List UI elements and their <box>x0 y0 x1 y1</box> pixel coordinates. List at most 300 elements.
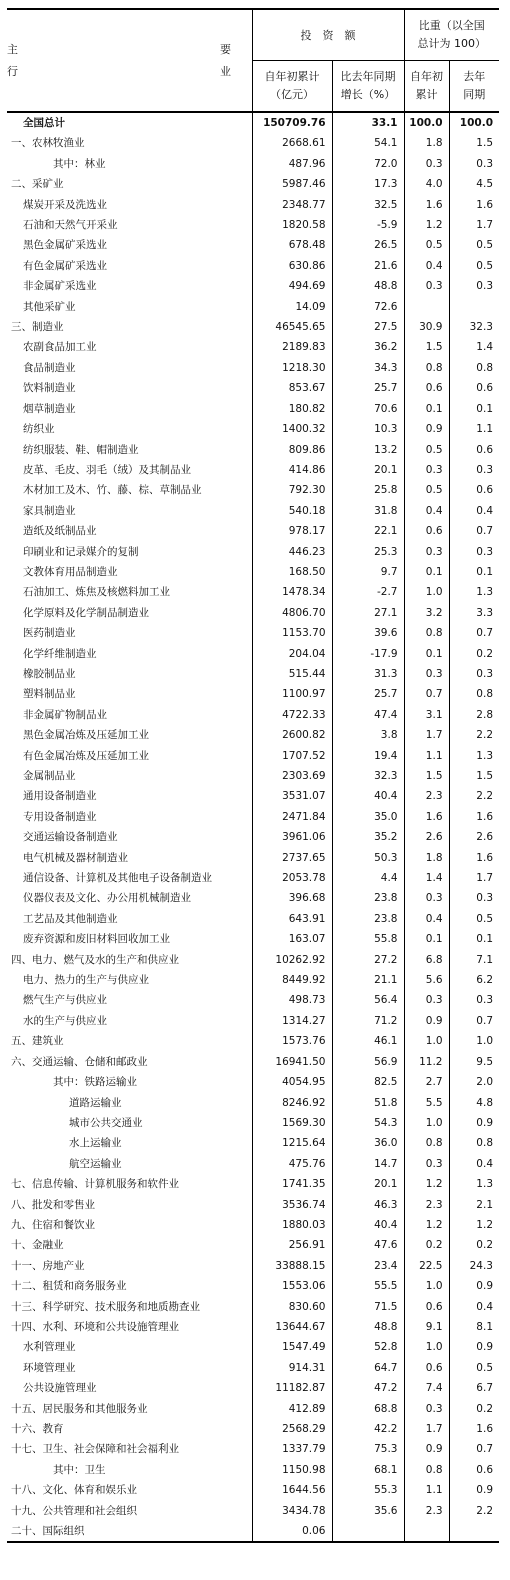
growth-cell: 31.8 <box>332 501 404 521</box>
share-previous-cell: 0.5 <box>449 1358 499 1378</box>
industry-cell: 十一、房地产业 <box>11 1259 85 1272</box>
share-previous-cell: 32.3 <box>449 317 499 337</box>
table-row <box>7 1052 499 1072</box>
table-row <box>7 1378 499 1398</box>
stub-line-2: 行 业 <box>7 64 291 78</box>
industry-cell: 黑色金属冶炼及压延加工业 <box>23 729 149 742</box>
share-previous-cell: 0.2 <box>449 1235 499 1255</box>
cumulative-cell: 1569.30 <box>252 1113 332 1133</box>
share-cumulative-cell: 0.9 <box>404 419 449 439</box>
growth-cell: 46.1 <box>332 1031 404 1051</box>
growth-cell: -5.9 <box>332 215 404 235</box>
share-cumulative-cell <box>404 1521 449 1542</box>
growth-cell: 35.6 <box>332 1501 404 1521</box>
growth-cell: 36.2 <box>332 337 404 357</box>
share-cumulative-cell: 0.4 <box>404 256 449 276</box>
industry-cell: 塑料制品业 <box>23 688 76 701</box>
industry-cell: 二、采矿业 <box>11 178 64 191</box>
share-previous-cell: 1.6 <box>449 195 499 215</box>
growth-cell: 20.1 <box>332 460 404 480</box>
industry-cell: 有色金属矿采选业 <box>23 259 107 272</box>
share-cumulative-cell: 0.3 <box>404 664 449 684</box>
share-cumulative-cell: 0.4 <box>404 909 449 929</box>
share-previous-cell: 0.9 <box>449 1276 499 1296</box>
industry-cell: 六、交通运输、仓储和邮政业 <box>11 1055 148 1068</box>
table-row <box>7 1337 499 1357</box>
table-row <box>7 133 499 153</box>
growth-cell: 35.2 <box>332 827 404 847</box>
growth-cell: 56.9 <box>332 1052 404 1072</box>
cumulative-cell: 1547.49 <box>252 1337 332 1357</box>
cumulative-cell: 475.76 <box>252 1154 332 1174</box>
table-row <box>7 1215 499 1235</box>
share-cumulative-cell: 0.9 <box>404 1011 449 1031</box>
table-row <box>7 1174 499 1194</box>
industry-cell: 橡胶制品业 <box>23 667 76 680</box>
growth-cell: 64.7 <box>332 1358 404 1378</box>
table-row <box>7 827 499 847</box>
share-cumulative-cell: 4.0 <box>404 174 449 194</box>
share-cumulative-cell: 1.4 <box>404 868 449 888</box>
stub-line-1: 主 要 <box>7 42 291 56</box>
share-previous-cell: 4.5 <box>449 174 499 194</box>
industry-cell: 工艺品及其他制造业 <box>23 912 118 925</box>
share-previous-cell: 2.2 <box>449 725 499 745</box>
growth-cell: 56.4 <box>332 990 404 1010</box>
cumulative-cell: 2303.69 <box>252 766 332 786</box>
table-row <box>7 868 499 888</box>
cumulative-cell: 540.18 <box>252 501 332 521</box>
share-previous-cell: 2.2 <box>449 786 499 806</box>
growth-cell: 27.1 <box>332 603 404 623</box>
table-row <box>7 1154 499 1174</box>
cumulative-cell: 853.67 <box>252 378 332 398</box>
growth-cell: 13.2 <box>332 440 404 460</box>
table-row <box>7 1480 499 1500</box>
table-row <box>7 174 499 194</box>
table-row <box>7 1093 499 1113</box>
cumulative-cell: 678.48 <box>252 235 332 255</box>
share-previous-cell: 2.0 <box>449 1072 499 1092</box>
share-cumulative-cell: 1.1 <box>404 746 449 766</box>
growth-cell: 68.8 <box>332 1399 404 1419</box>
growth-cell: 42.2 <box>332 1419 404 1439</box>
industry-cell: 纺织业 <box>23 423 55 436</box>
share-previous-cell: 1.4 <box>449 337 499 357</box>
growth-cell: 22.1 <box>332 521 404 541</box>
growth-cell: 17.3 <box>332 174 404 194</box>
industry-cell: 电气机械及器材制造业 <box>23 851 128 864</box>
table-row <box>7 1011 499 1031</box>
growth-cell: 39.6 <box>332 623 404 643</box>
table-row <box>7 1501 499 1521</box>
share-cumulative-cell: 1.6 <box>404 807 449 827</box>
industry-cell: 四、电力、燃气及水的生产和供应业 <box>11 953 179 966</box>
growth-cell: 52.8 <box>332 1337 404 1357</box>
table-row <box>7 297 499 317</box>
table-row <box>7 378 499 398</box>
share-previous-cell: 0.6 <box>449 480 499 500</box>
cumulative-cell: 792.30 <box>252 480 332 500</box>
table-row <box>7 337 499 357</box>
table-row <box>7 562 499 582</box>
share-cumulative-cell: 1.8 <box>404 848 449 868</box>
cumulative-cell: 412.89 <box>252 1399 332 1419</box>
industry-cell: 印刷业和记录媒介的复制 <box>23 545 139 558</box>
cumulative-cell: 1880.03 <box>252 1215 332 1235</box>
table-row <box>7 1419 499 1439</box>
table-row <box>7 256 499 276</box>
growth-cell: 50.3 <box>332 848 404 868</box>
cumulative-cell: 498.73 <box>252 990 332 1010</box>
cumulative-cell: 1644.56 <box>252 1480 332 1500</box>
industry-cell: 十五、居民服务和其他服务业 <box>11 1402 148 1415</box>
share-previous-cell: 0.4 <box>449 1154 499 1174</box>
cumulative-cell: 204.04 <box>252 644 332 664</box>
cumulative-cell: 11182.87 <box>252 1378 332 1398</box>
industry-cell: 十七、卫生、社会保障和社会福利业 <box>11 1443 179 1456</box>
share-cumulative-cell: 1.2 <box>404 1174 449 1194</box>
share-cumulative-cell: 0.3 <box>404 460 449 480</box>
share-previous-cell: 0.6 <box>449 378 499 398</box>
industry-cell: 烟草制造业 <box>23 402 76 415</box>
share-previous-cell: 0.5 <box>449 256 499 276</box>
share-previous-cell: 0.3 <box>449 460 499 480</box>
cumulative-cell: 168.50 <box>252 562 332 582</box>
table-row <box>7 1521 499 1542</box>
cumulative-cell: 643.91 <box>252 909 332 929</box>
share-previous-cell: 0.4 <box>449 501 499 521</box>
growth-cell: 32.3 <box>332 766 404 786</box>
industry-cell: 纺织服装、鞋、帽制造业 <box>23 443 139 456</box>
growth-header-line-1: 比去年同期 <box>340 70 396 83</box>
share-previous-cell: 100.0 <box>449 112 499 133</box>
table-row <box>7 440 499 460</box>
share-previous-cell: 0.1 <box>449 562 499 582</box>
share-previous-cell <box>449 297 499 317</box>
growth-cell: -17.9 <box>332 644 404 664</box>
share-previous-cell <box>449 1521 499 1542</box>
growth-cell: 25.3 <box>332 542 404 562</box>
industry-cell: 饮料制造业 <box>23 382 76 395</box>
share-previous-cell: 0.8 <box>449 358 499 378</box>
industry-cell: 十九、公共管理和社会组织 <box>11 1504 137 1517</box>
growth-cell: 47.4 <box>332 705 404 725</box>
share-previous-header-line-2: 同期 <box>463 88 486 101</box>
share-cumulative-cell: 0.8 <box>404 623 449 643</box>
share-previous-cell: 2.2 <box>449 1501 499 1521</box>
industry-cell: 文教体育用品制造业 <box>23 565 118 578</box>
growth-cell: 23.8 <box>332 909 404 929</box>
share-previous-header-line-1: 去年 <box>463 70 486 83</box>
growth-cell: 36.0 <box>332 1133 404 1153</box>
industry-cell: 黑色金属矿采选业 <box>23 239 107 252</box>
cumulative-cell: 414.86 <box>252 460 332 480</box>
industry-cell: 十三、科学研究、技术服务和地质勘查业 <box>11 1300 200 1313</box>
growth-cell: 72.0 <box>332 154 404 174</box>
industry-cell: 公共设施管理业 <box>23 1382 97 1395</box>
cumulative-cell: 1741.35 <box>252 1174 332 1194</box>
share-cumulative-cell: 0.3 <box>404 276 449 296</box>
growth-cell: 26.5 <box>332 235 404 255</box>
cumulative-cell: 180.82 <box>252 399 332 419</box>
growth-cell: 27.2 <box>332 950 404 970</box>
table-row <box>7 1235 499 1255</box>
share-cumulative-cell: 0.4 <box>404 501 449 521</box>
cumulative-cell: 2600.82 <box>252 725 332 745</box>
share-previous-cell: 1.2 <box>449 1215 499 1235</box>
share-previous-cell: 6.7 <box>449 1378 499 1398</box>
industry-cell: 石油和天然气开采业 <box>23 219 118 232</box>
growth-cell: 31.3 <box>332 664 404 684</box>
industry-cell: 医药制造业 <box>23 627 76 640</box>
share-cumulative-header-line-1: 自年初 <box>410 70 443 83</box>
cumulative-cell: 1218.30 <box>252 358 332 378</box>
share-cumulative-cell: 0.3 <box>404 1399 449 1419</box>
share-cumulative-cell: 1.7 <box>404 725 449 745</box>
share-previous-cell: 0.3 <box>449 990 499 1010</box>
industry-cell: 金属制品业 <box>23 770 76 782</box>
share-previous-cell: 1.6 <box>449 807 499 827</box>
cumulative-cell: 2471.84 <box>252 807 332 827</box>
cumulative-cell: 3434.78 <box>252 1501 332 1521</box>
table-row <box>7 235 499 255</box>
share-previous-cell: 1.5 <box>449 766 499 786</box>
share-cumulative-cell: 9.1 <box>404 1317 449 1337</box>
industry-cell: 道路运输业 <box>69 1096 122 1109</box>
cumulative-header <box>252 61 332 113</box>
cumulative-cell: 3536.74 <box>252 1195 332 1215</box>
cumulative-cell: 163.07 <box>252 929 332 949</box>
table-row <box>7 1072 499 1092</box>
cumulative-cell: 10262.92 <box>252 950 332 970</box>
cumulative-cell: 33888.15 <box>252 1256 332 1276</box>
share-header-line-1: 比重（以全国 <box>418 19 485 32</box>
cumulative-cell: 1215.64 <box>252 1133 332 1153</box>
cumulative-cell: 515.44 <box>252 664 332 684</box>
cumulative-cell: 16941.50 <box>252 1052 332 1072</box>
growth-cell <box>332 1521 404 1542</box>
growth-cell: 21.1 <box>332 970 404 990</box>
cumulative-cell: 2737.65 <box>252 848 332 868</box>
industry-cell: 非金属矿物制品业 <box>23 708 107 721</box>
table-row <box>7 460 499 480</box>
industry-cell: 十六、教育 <box>11 1423 64 1435</box>
growth-cell: 82.5 <box>332 1072 404 1092</box>
table-row <box>7 1195 499 1215</box>
industry-cell: 水利管理业 <box>23 1341 76 1354</box>
table-row <box>7 705 499 725</box>
growth-cell: 72.6 <box>332 297 404 317</box>
share-previous-cell: 1.6 <box>449 848 499 868</box>
growth-cell: 40.4 <box>332 786 404 806</box>
industry-cell: 八、批发和零售业 <box>11 1198 95 1211</box>
share-cumulative-cell: 1.1 <box>404 1480 449 1500</box>
industry-cell: 木材加工及木、竹、藤、棕、草制品业 <box>23 484 202 497</box>
industry-cell: 其他采矿业 <box>23 300 76 313</box>
growth-cell: 19.4 <box>332 746 404 766</box>
share-previous-cell: 0.1 <box>449 929 499 949</box>
share-previous-cell: 7.1 <box>449 950 499 970</box>
industry-cell: 非金属矿采选业 <box>23 280 97 293</box>
industry-cell: 全国总计 <box>23 117 65 129</box>
share-cumulative-cell: 0.7 <box>404 684 449 704</box>
share-cumulative-cell: 0.9 <box>404 1439 449 1459</box>
industry-cell: 专用设备制造业 <box>23 810 97 823</box>
growth-cell: 55.8 <box>332 929 404 949</box>
share-previous-cell: 2.6 <box>449 827 499 847</box>
table-row <box>7 1439 499 1459</box>
table-row <box>7 154 499 174</box>
cumulative-cell: 1100.97 <box>252 684 332 704</box>
share-cumulative-cell: 0.5 <box>404 480 449 500</box>
industry-cell: 十四、水利、环境和公共设施管理业 <box>11 1320 179 1333</box>
growth-cell: 70.6 <box>332 399 404 419</box>
share-cumulative-cell: 0.1 <box>404 562 449 582</box>
industry-cell: 其中：林业 <box>53 157 106 170</box>
cumulative-cell: 494.69 <box>252 276 332 296</box>
growth-cell: 9.7 <box>332 562 404 582</box>
share-previous-cell: 0.5 <box>449 235 499 255</box>
growth-cell: 48.8 <box>332 276 404 296</box>
table-row <box>7 929 499 949</box>
growth-cell: 27.5 <box>332 317 404 337</box>
cumulative-cell: 2053.78 <box>252 868 332 888</box>
table-row <box>7 623 499 643</box>
industry-cell: 十、金融业 <box>11 1239 64 1252</box>
cumulative-cell: 978.17 <box>252 521 332 541</box>
growth-cell: -2.7 <box>332 582 404 602</box>
share-previous-cell: 0.7 <box>449 521 499 541</box>
cumulative-cell: 13644.67 <box>252 1317 332 1337</box>
cumulative-cell: 396.68 <box>252 888 332 908</box>
cumulative-cell: 1337.79 <box>252 1439 332 1459</box>
growth-cell: 40.4 <box>332 1215 404 1235</box>
cumulative-cell: 46545.65 <box>252 317 332 337</box>
share-previous-cell: 4.8 <box>449 1093 499 1113</box>
table-row <box>7 766 499 786</box>
cumulative-cell: 1314.27 <box>252 1011 332 1031</box>
table-row <box>7 521 499 541</box>
share-cumulative-cell: 1.0 <box>404 582 449 602</box>
share-previous-cell: 8.1 <box>449 1317 499 1337</box>
growth-header <box>332 61 404 113</box>
share-cumulative-cell: 1.2 <box>404 215 449 235</box>
cumulative-cell: 1553.06 <box>252 1276 332 1296</box>
table-header <box>7 9 499 112</box>
table-row <box>7 684 499 704</box>
industry-cell: 通用设备制造业 <box>23 790 97 803</box>
share-cumulative-cell: 100.0 <box>404 112 449 133</box>
share-cumulative-cell: 2.3 <box>404 1195 449 1215</box>
share-previous-cell: 0.3 <box>449 154 499 174</box>
share-cumulative-cell: 0.3 <box>404 542 449 562</box>
cumulative-header-line-1: 自年初累计 <box>264 70 320 83</box>
share-cumulative-cell: 2.6 <box>404 827 449 847</box>
cumulative-cell: 809.86 <box>252 440 332 460</box>
industry-cell: 交通运输设备制造业 <box>23 831 118 844</box>
share-cumulative-cell: 0.6 <box>404 1297 449 1317</box>
table-row <box>7 786 499 806</box>
share-cumulative-cell: 0.2 <box>404 1235 449 1255</box>
industry-cell: 皮革、毛皮、羽毛（绒）及其制品业 <box>23 463 191 476</box>
share-previous-cell: 0.5 <box>449 909 499 929</box>
share-cumulative-header <box>404 61 449 113</box>
share-cumulative-cell: 1.6 <box>404 195 449 215</box>
growth-cell: 25.8 <box>332 480 404 500</box>
investment-header: 投 资 额 <box>252 9 404 61</box>
share-previous-cell: 24.3 <box>449 1256 499 1276</box>
share-cumulative-cell: 0.5 <box>404 235 449 255</box>
industry-cell: 其中：铁路运输业 <box>53 1076 137 1089</box>
share-cumulative-cell: 2.3 <box>404 1501 449 1521</box>
growth-cell: 68.1 <box>332 1460 404 1480</box>
table-row <box>7 582 499 602</box>
share-previous-cell: 0.2 <box>449 1399 499 1419</box>
table-row <box>7 644 499 664</box>
growth-cell: 46.3 <box>332 1195 404 1215</box>
share-previous-cell: 0.9 <box>449 1480 499 1500</box>
cumulative-cell: 2668.61 <box>252 133 332 153</box>
growth-cell: 23.8 <box>332 888 404 908</box>
share-previous-cell: 9.5 <box>449 1052 499 1072</box>
share-cumulative-cell: 0.3 <box>404 990 449 1010</box>
share-previous-cell: 0.9 <box>449 1113 499 1133</box>
table-row <box>7 1317 499 1337</box>
share-cumulative-cell: 1.0 <box>404 1031 449 1051</box>
cumulative-cell: 1400.32 <box>252 419 332 439</box>
cumulative-cell: 2568.29 <box>252 1419 332 1439</box>
growth-cell: 33.1 <box>332 112 404 133</box>
cumulative-cell: 630.86 <box>252 256 332 276</box>
table-row <box>7 276 499 296</box>
share-cumulative-cell: 1.8 <box>404 133 449 153</box>
table-row <box>7 399 499 419</box>
industry-cell: 城市公共交通业 <box>69 1116 143 1129</box>
table-row <box>7 501 499 521</box>
cumulative-cell: 256.91 <box>252 1235 332 1255</box>
share-previous-cell: 6.2 <box>449 970 499 990</box>
cumulative-cell: 4806.70 <box>252 603 332 623</box>
industry-cell: 七、信息传输、计算机服务和软件业 <box>11 1178 179 1191</box>
share-cumulative-cell: 0.5 <box>404 440 449 460</box>
cumulative-cell: 8449.92 <box>252 970 332 990</box>
industry-cell: 九、住宿和餐饮业 <box>11 1218 95 1231</box>
share-previous-cell: 0.3 <box>449 664 499 684</box>
share-previous-cell: 1.3 <box>449 582 499 602</box>
industry-cell: 农副食品加工业 <box>23 341 97 354</box>
cumulative-cell: 446.23 <box>252 542 332 562</box>
cumulative-cell: 487.96 <box>252 154 332 174</box>
table-row <box>7 542 499 562</box>
table-row <box>7 480 499 500</box>
growth-cell: 34.3 <box>332 358 404 378</box>
cumulative-cell: 1153.70 <box>252 623 332 643</box>
share-cumulative-cell: 7.4 <box>404 1378 449 1398</box>
industry-cell: 水上运输业 <box>69 1137 122 1150</box>
share-cumulative-cell: 0.3 <box>404 888 449 908</box>
share-previous-cell: 0.3 <box>449 888 499 908</box>
cumulative-cell: 2348.77 <box>252 195 332 215</box>
growth-cell: 48.8 <box>332 1317 404 1337</box>
table-row <box>7 1460 499 1480</box>
table-row <box>7 950 499 970</box>
table-row <box>7 1399 499 1419</box>
total-row <box>7 112 499 133</box>
table-row <box>7 215 499 235</box>
share-previous-cell: 1.7 <box>449 215 499 235</box>
industry-cell: 有色金属冶炼及压延加工业 <box>23 749 149 762</box>
